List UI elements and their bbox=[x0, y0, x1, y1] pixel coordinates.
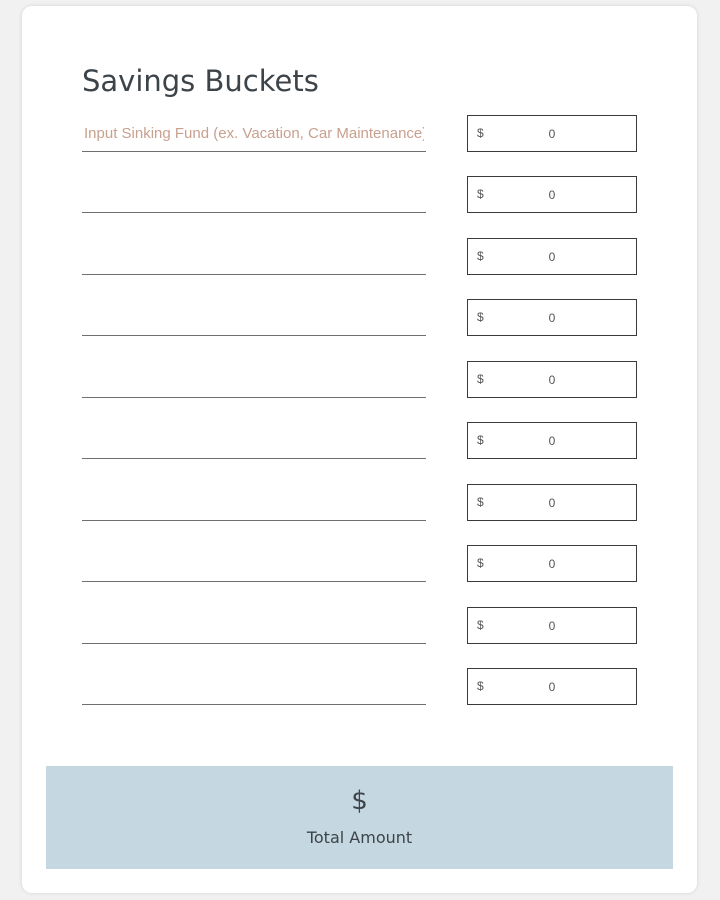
fund-row bbox=[82, 176, 637, 213]
fund-amount-input[interactable] bbox=[468, 177, 636, 212]
fund-row bbox=[82, 361, 637, 398]
fund-amount-input[interactable] bbox=[468, 485, 636, 520]
fund-amount-field[interactable] bbox=[467, 115, 637, 152]
fund-amount-input[interactable] bbox=[468, 300, 636, 335]
total-amount-panel bbox=[46, 766, 673, 869]
fund-amount-field[interactable] bbox=[467, 484, 637, 521]
fund-name-input[interactable] bbox=[82, 484, 426, 521]
fund-amount-field[interactable] bbox=[467, 361, 637, 398]
fund-amount-input[interactable] bbox=[468, 546, 636, 581]
fund-amount-input[interactable] bbox=[468, 116, 636, 151]
currency-symbol: $ bbox=[477, 495, 484, 509]
currency-symbol: $ bbox=[477, 126, 484, 140]
fund-amount-field[interactable] bbox=[467, 545, 637, 582]
fund-name-input[interactable] bbox=[82, 607, 426, 644]
fund-amount-input[interactable] bbox=[468, 669, 636, 704]
currency-symbol: $ bbox=[477, 679, 484, 693]
fund-row bbox=[82, 607, 637, 644]
total-currency-symbol: $ bbox=[351, 786, 368, 816]
fund-amount-field[interactable] bbox=[467, 176, 637, 213]
currency-symbol: $ bbox=[477, 310, 484, 324]
fund-amount-field[interactable] bbox=[467, 607, 637, 644]
fund-amount-input[interactable] bbox=[468, 239, 636, 274]
currency-symbol: $ bbox=[477, 618, 484, 632]
fund-row bbox=[82, 299, 637, 336]
fund-name-input[interactable] bbox=[82, 238, 426, 275]
fund-name-input[interactable] bbox=[82, 299, 426, 336]
fund-name-input[interactable] bbox=[82, 176, 426, 213]
fund-row bbox=[82, 545, 637, 582]
fund-row bbox=[82, 668, 637, 705]
currency-symbol: $ bbox=[477, 556, 484, 570]
currency-symbol: $ bbox=[477, 249, 484, 263]
fund-row bbox=[82, 484, 637, 521]
savings-card bbox=[22, 6, 697, 893]
currency-symbol: $ bbox=[477, 187, 484, 201]
fund-amount-input[interactable] bbox=[468, 362, 636, 397]
fund-amount-field[interactable] bbox=[467, 238, 637, 275]
fund-name-input[interactable] bbox=[82, 668, 426, 705]
fund-name-input[interactable] bbox=[82, 422, 426, 459]
total-amount-label: Total Amount bbox=[306, 828, 413, 847]
currency-symbol: $ bbox=[477, 372, 484, 386]
fund-amount-field[interactable] bbox=[467, 299, 637, 336]
fund-name-input[interactable] bbox=[82, 545, 426, 582]
page-title: Savings Buckets bbox=[82, 64, 319, 98]
fund-row bbox=[82, 115, 637, 152]
fund-amount-input[interactable] bbox=[468, 608, 636, 643]
fund-row bbox=[82, 422, 637, 459]
fund-name-input[interactable] bbox=[82, 115, 426, 152]
fund-amount-input[interactable] bbox=[468, 423, 636, 458]
currency-symbol: $ bbox=[477, 433, 484, 447]
fund-name-input[interactable] bbox=[82, 361, 426, 398]
fund-row bbox=[82, 238, 637, 275]
fund-amount-field[interactable] bbox=[467, 668, 637, 705]
fund-amount-field[interactable] bbox=[467, 422, 637, 459]
